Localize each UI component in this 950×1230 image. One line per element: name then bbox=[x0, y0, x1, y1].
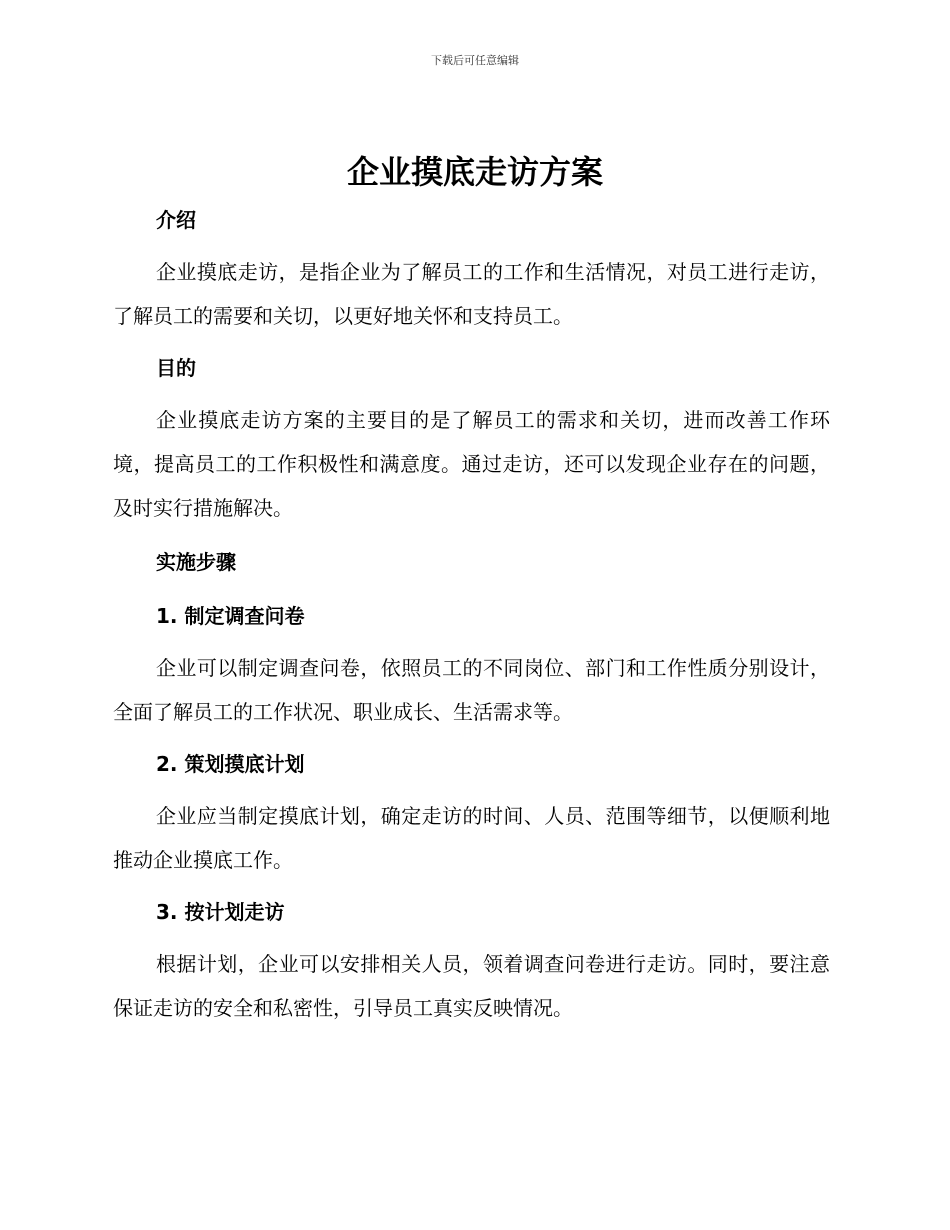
step-heading-1: 1. 制定调查问卷 bbox=[156, 604, 305, 628]
section-heading-purpose: 目的 bbox=[156, 356, 196, 380]
section-body-intro: 企业摸底走访，是指企业为了解员工的工作和生活情况，对员工进行走访，了解员工的需要和关切，以更好地关怀和支持员工。 bbox=[113, 260, 830, 328]
document-body bbox=[113, 198, 830, 1030]
step-body-3: 根据计划，企业可以安排相关人员，领着调查问卷进行走访。同时，要注意保证走访的安全和私密性，引导员工真实反映情况。 bbox=[113, 952, 830, 1020]
step-heading-2: 2. 策划摸底计划 bbox=[156, 752, 305, 776]
section-heading-intro: 介绍 bbox=[156, 208, 196, 232]
step-heading-3: 3. 按计划走访 bbox=[156, 900, 285, 924]
step-body-2: 企业应当制定摸底计划，确定走访的时间、人员、范围等细节，以便顺利地推动企业摸底工作。 bbox=[113, 804, 830, 872]
section-body-purpose: 企业摸底走访方案的主要目的是了解员工的需求和关切，进而改善工作环境，提高员工的工作积极性和满意度。通过走访，还可以发现企业存在的问题，及时实行措施解决。 bbox=[113, 408, 830, 520]
page-title: 企业摸底走访方案 bbox=[346, 153, 603, 191]
header-note: 下载后可任意编辑 bbox=[431, 54, 519, 67]
step-body-1: 企业可以制定调查问卷，依照员工的不同岗位、部门和工作性质分别设计，全面了解员工的工作状况、职业成长、生活需求等。 bbox=[113, 656, 830, 724]
section-heading-steps: 实施步骤 bbox=[156, 550, 236, 574]
